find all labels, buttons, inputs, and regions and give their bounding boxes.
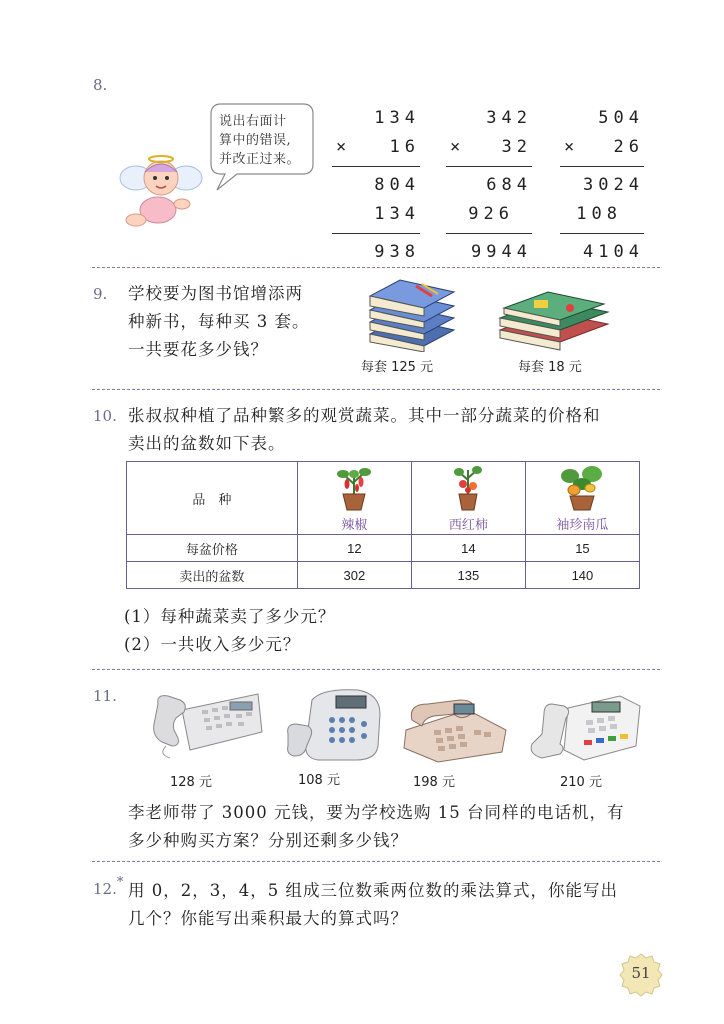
q10-sub-question-2: (2）一共收入多少元？ <box>124 635 301 654</box>
calc-3-op: × <box>564 137 580 157</box>
sold-pepper: 302 <box>297 562 411 589</box>
variety-pumpkin-cell <box>525 462 639 535</box>
divider-1 <box>92 267 660 268</box>
cupid-illustration <box>118 148 204 234</box>
bubble-line-1: 说出右面计 <box>219 114 287 129</box>
sold-pumpkin: 140 <box>525 562 639 589</box>
divider-4 <box>92 861 660 862</box>
speech-bubble-text <box>219 112 300 169</box>
question-10-number: 10. <box>93 407 117 425</box>
calculation-1 <box>332 104 420 267</box>
calc-2-partial-1: 684 <box>446 166 532 200</box>
book-set-2-price: 每套 18 元 <box>518 360 582 375</box>
variety-pumpkin-label: 袖珍南瓜 <box>556 518 609 533</box>
question-10-text <box>128 402 601 458</box>
bubble-line-3: 并改正过来。 <box>219 152 301 167</box>
variety-tomato-cell <box>411 462 525 535</box>
q9-line-2: 种新书，每种买 3 套。 <box>128 312 310 331</box>
calc-1-op: × <box>336 137 352 157</box>
calc-3-result: 4104 <box>560 233 644 267</box>
q11-line-1: 李老师带了 3000 元钱，要为学校选购 15 台同样的电话机，有 <box>128 803 625 822</box>
calc-1-partial-2: 134 <box>374 204 420 224</box>
q12-number-text: 12. <box>93 880 117 898</box>
q9-line-3: 一共要花多少钱？ <box>128 340 268 359</box>
phone-1-illustration <box>146 680 266 762</box>
question-12-number <box>93 875 124 898</box>
phone-1-price: 128 元 <box>170 775 212 790</box>
calc-1-multiplier: 16 <box>389 137 420 157</box>
phone-2-price: 108 元 <box>298 773 340 788</box>
bubble-line-2: 算中的错误, <box>219 133 292 148</box>
q9-line-1: 学校要为图书馆增添两 <box>128 284 303 303</box>
q10-line-2: 卖出的盆数如下表。 <box>128 434 286 453</box>
calculation-2 <box>446 104 532 267</box>
row-price-label: 每盆价格 <box>127 535 298 562</box>
price-pepper: 12 <box>297 535 411 562</box>
variety-pepper-cell <box>297 462 411 535</box>
q12-line-1: 用 0，2，3，4，5 组成三位数乘两位数的乘法算式，你能写出 <box>128 881 618 900</box>
calc-3-partial-1: 3024 <box>560 166 644 200</box>
price-pumpkin: 15 <box>525 535 639 562</box>
calc-1-multiplicand: 134 <box>374 108 420 128</box>
calc-2-multiplicand: 342 <box>486 108 532 128</box>
calc-2-multiplier: 32 <box>501 137 532 157</box>
phone-2-illustration <box>282 684 386 766</box>
page-number: 51 <box>631 964 651 982</box>
question-9-number: 9. <box>93 285 108 303</box>
q10-sub-question-1: (1）每种蔬菜卖了多少元？ <box>124 607 336 626</box>
vegetable-table <box>126 461 640 589</box>
phone-4-price: 210 元 <box>560 775 602 790</box>
q11-line-2: 多少种购买方案？分别还剩多少钱？ <box>128 831 408 850</box>
variety-pepper-label: 辣椒 <box>341 518 368 533</box>
calc-3-multiplicand: 504 <box>598 108 644 128</box>
question-11-number: 11. <box>93 687 117 705</box>
tomato-plant-illustration <box>445 464 491 512</box>
header-variety-label: 品 种 <box>192 492 232 508</box>
calc-3-partial-2: 108 <box>576 204 622 224</box>
divider-2 <box>92 389 660 390</box>
calc-3-multiplier: 26 <box>613 137 644 157</box>
calculation-3 <box>560 104 644 267</box>
calc-1-partial-1: 804 <box>332 166 420 200</box>
pumpkin-plant-illustration <box>556 464 608 512</box>
question-11-text <box>128 799 624 855</box>
pepper-plant-illustration <box>331 464 377 512</box>
question-8-number: 8. <box>93 76 108 94</box>
q12-line-2: 几个？你能写出乘积最大的算式吗？ <box>128 909 408 928</box>
sold-tomato: 135 <box>411 562 525 589</box>
calc-2-partial-2: 926 <box>468 204 514 224</box>
calc-1-result: 938 <box>332 233 420 267</box>
phone-3-price: 198 元 <box>413 775 455 790</box>
calc-2-op: × <box>450 137 466 157</box>
phone-3-illustration <box>398 690 510 764</box>
calc-2-result: 9944 <box>446 233 532 267</box>
q12-star-mark: * <box>116 875 124 890</box>
table-header-variety <box>127 462 298 535</box>
book-set-1-price: 每套 125 元 <box>361 360 434 375</box>
book-set-1-illustration <box>366 272 458 352</box>
row-sold-label: 卖出的盆数 <box>127 562 298 589</box>
question-9-text <box>128 280 310 364</box>
variety-tomato-label: 西红柿 <box>448 518 488 533</box>
price-tomato: 14 <box>411 535 525 562</box>
question-12-text <box>128 877 618 933</box>
book-set-2-illustration <box>494 290 614 352</box>
q10-line-1: 张叔叔种植了品种繁多的观赏蔬菜。其中一部分蔬菜的价格和 <box>128 406 601 425</box>
phone-4-illustration <box>524 688 644 766</box>
divider-3 <box>92 669 660 670</box>
